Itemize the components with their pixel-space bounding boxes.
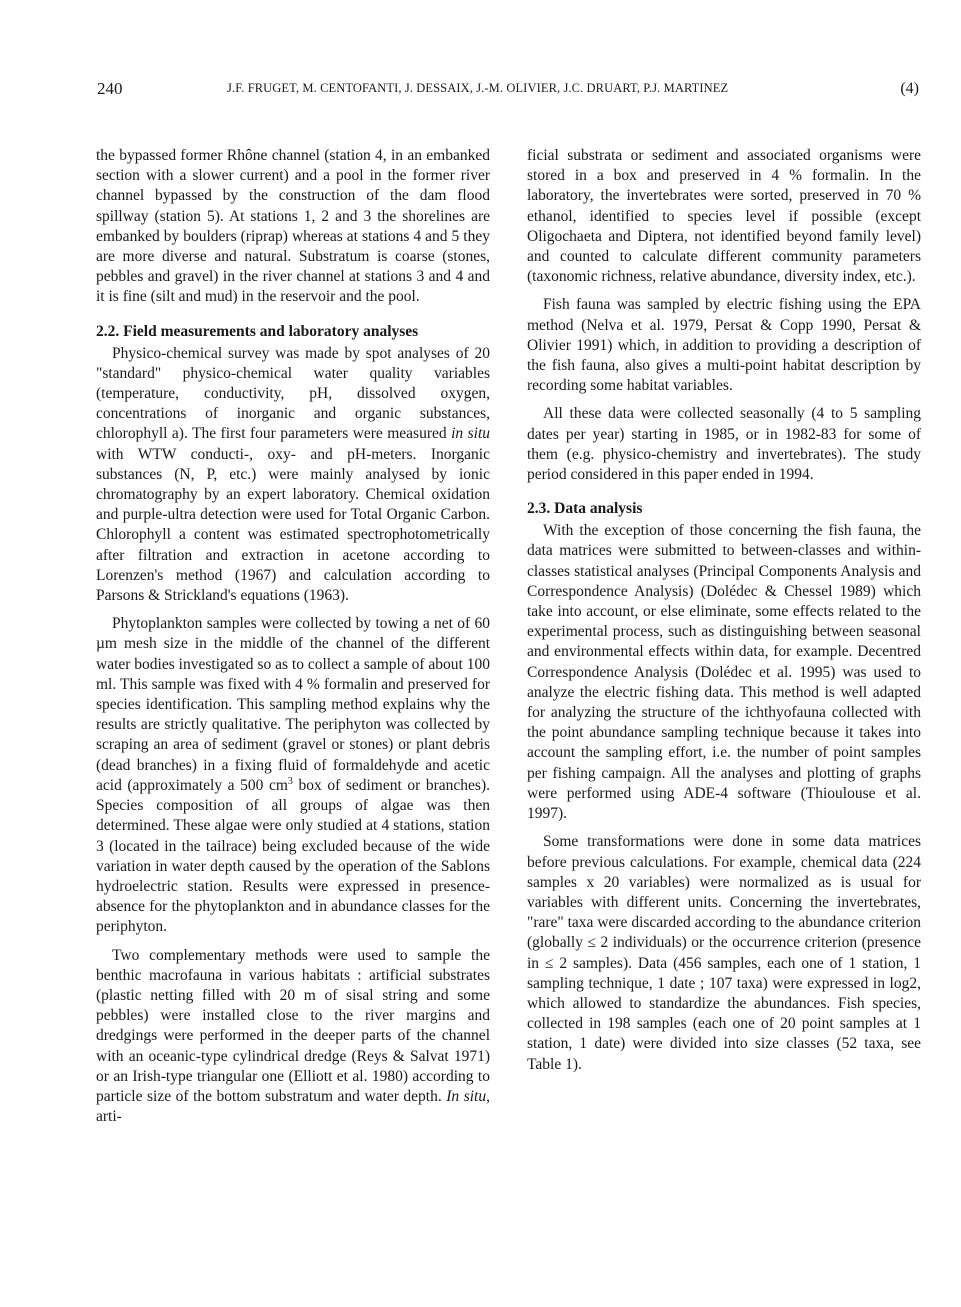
part-number: (4)	[900, 80, 919, 97]
text-run: Two complementary methods were used to sample the benthic macrofauna in various habitats : artificial substrates (plastic netting filled with 20 m of sisal string and some pebbles) were installed close to the river margins and dredgings were performed in the deeper parts of the channel with an oceanic-type cylindrical dredge (Reys & Salvat 1971) or an Irish-type triangular one (Elliott et al. 1980) according to particle size of the bottom substratum and water depth.	[96, 946, 490, 1105]
paragraph: With the exception of those concerning the fish fauna, the data matrices were submitted to between-classes and within-classes statistical analyses (Principal Components Analysis and Correspondence Analysis) (Dolédec & Chessel 1989) which take into account, or else eliminate, some effects related to the experimental process, such as distinguishing between seasonal and environmental effects within data, for example. Decentred Correspondence Analysis (Dolédec et al. 1995) was used to analyze the electric fishing data. This method is well adapted for analyzing the structure of the ichthyofauna collected with the point abundance sampling technique because it takes into account the sampling effort, i.e. the number of point samples per fishing campaign. All the analyses and plotting of graphs were performed using ADE-4 software (Thioulouse et al. 1997).	[527, 522, 921, 823]
superscript: 3	[287, 775, 293, 787]
running-header-authors: J.F. FRUGET, M. CENTOFANTI, J. DESSAIX, J.-M. OLIVIER, J.C. DRUART, P.J. MARTINEZ	[227, 81, 729, 95]
text-run: Physico-chemical survey was made by spot analyses of 20 "standard" physico-chemical water quality variables (temperature, conductivity, pH, dissolved oxygen, concentrations of inorganic and organic substances, chlorophyll a). The first four parameters were measured	[96, 344, 490, 443]
paragraph: All these data were collected seasonally (4 to 5 sampling dates per year) starting in 1985, or in 1982-83 for some of them (e.g. physico-chemistry and invertebrates). The study period considered in this paper ended in 1994.	[527, 405, 921, 484]
right-column	[527, 146, 921, 1083]
running-header	[97, 76, 919, 106]
italic-text: In situ	[446, 1087, 487, 1105]
section-heading-2-2: 2.2. Field measurements and laboratory analyses	[96, 322, 419, 340]
text-run: Phytoplankton samples were collected by towing a net of 60 µm mesh size in the middle of the channel of the different water bodies investigated so as to collect a sample of about 100 ml. This sample was fixed with 4 % formalin and preserved for species identification. This sampling method explains why the results are strictly qualitative. The periphyton was collected by scraping an area of sediment (gravel or stones) or plant debris (dead branches) in a fixing fluid of formaldehyde and acetic acid (approximately a 500 cm	[96, 615, 490, 794]
paragraph	[96, 946, 490, 1128]
paragraph: ficial substrata or sediment and associated organisms were stored in a box and preserved in 4 % formalin. In the laboratory, the invertebrates were sorted, preserved in 70 % ethanol, identified to species level if possible (except Oligochaeta and Diptera, not identified beyond family level) and counted to calculate different community parameters (taxonomic richness, relative abundance, diversity index, etc.).	[527, 147, 921, 286]
section-heading-2-3: 2.3. Data analysis	[527, 500, 643, 518]
paragraph: Fish fauna was sampled by electric fishing using the EPA method (Nelva et al. 1979, Persat & Copp 1990, Persat & Olivier 1991) which, in addition to providing a description of the fish fauna, also gives a multi-point habitat description by recording some habitat variables.	[527, 296, 921, 395]
italic-text: in situ	[451, 425, 490, 443]
paragraph: the bypassed former Rhône channel (station 4, in an embanked section with a slower current) and a pool in the former river channel bypassed by the construction of the dam flood spillway (station 5). At stations 1, 2 and 3 the shorelines are embanked by boulders (riprap) whereas at stations 4 and 5 they are more diverse and natural. Substratum is coarse (stones, pebbles and gravel) in the river channel at stations 3 and 4 and it is fine (silt and mud) in the reservoir and the pool.	[96, 147, 490, 306]
paragraph	[96, 614, 490, 937]
text-run: , arti-	[96, 1087, 490, 1126]
paragraph	[96, 344, 490, 607]
text-run: box of sediment or branches). Species composition of all groups of algae was then determined. These algae were only studied at 4 stations, station 3 (located in the tailrace) being excluded because of the wide variation in water depth caused by the operation of the Sablons hydroelectric station. Results were expressed in presence-absence for the phytoplankton and in abundance classes for the periphyton.	[96, 776, 491, 936]
page-number: 240	[97, 79, 123, 98]
paragraph: Some transformations were done in some data matrices before previous calculations. For example, chemical data (224 samples x 20 variables) were normalized as is usual for variables with different units. Concerning the invertebrates, "rare" taxa were discarded according to the abundance criterion (globally ≤ 2 individuals) or the occurrence criterion (presence in ≤ 2 samples). Data (456 samples, each one of 1 station, 1 sampling technique, 1 date ; 107 taxa) were expressed in log2, which allowed to standardize the abundances. Fish species, collected in 198 samples (each one of 20 point samples at 1 station, 1 date) were divided into size classes (52 taxa, see Table 1).	[527, 833, 921, 1073]
left-column	[96, 146, 490, 1135]
text-run: with WTW conducti-, oxy- and pH-meters. Inorganic substances (N, P, etc.) were mainly analysed by ionic chromatography by an expert laboratory. Chemical oxidation and purple-ultra detection were used for Total Organic Carbon. Chlorophyll a content was estimated spectrophotometrically after filtration and extraction in acetone according to Lorenzen's method (1967) and calculation according to Parsons & Strickland's equations (1963).	[96, 445, 490, 605]
